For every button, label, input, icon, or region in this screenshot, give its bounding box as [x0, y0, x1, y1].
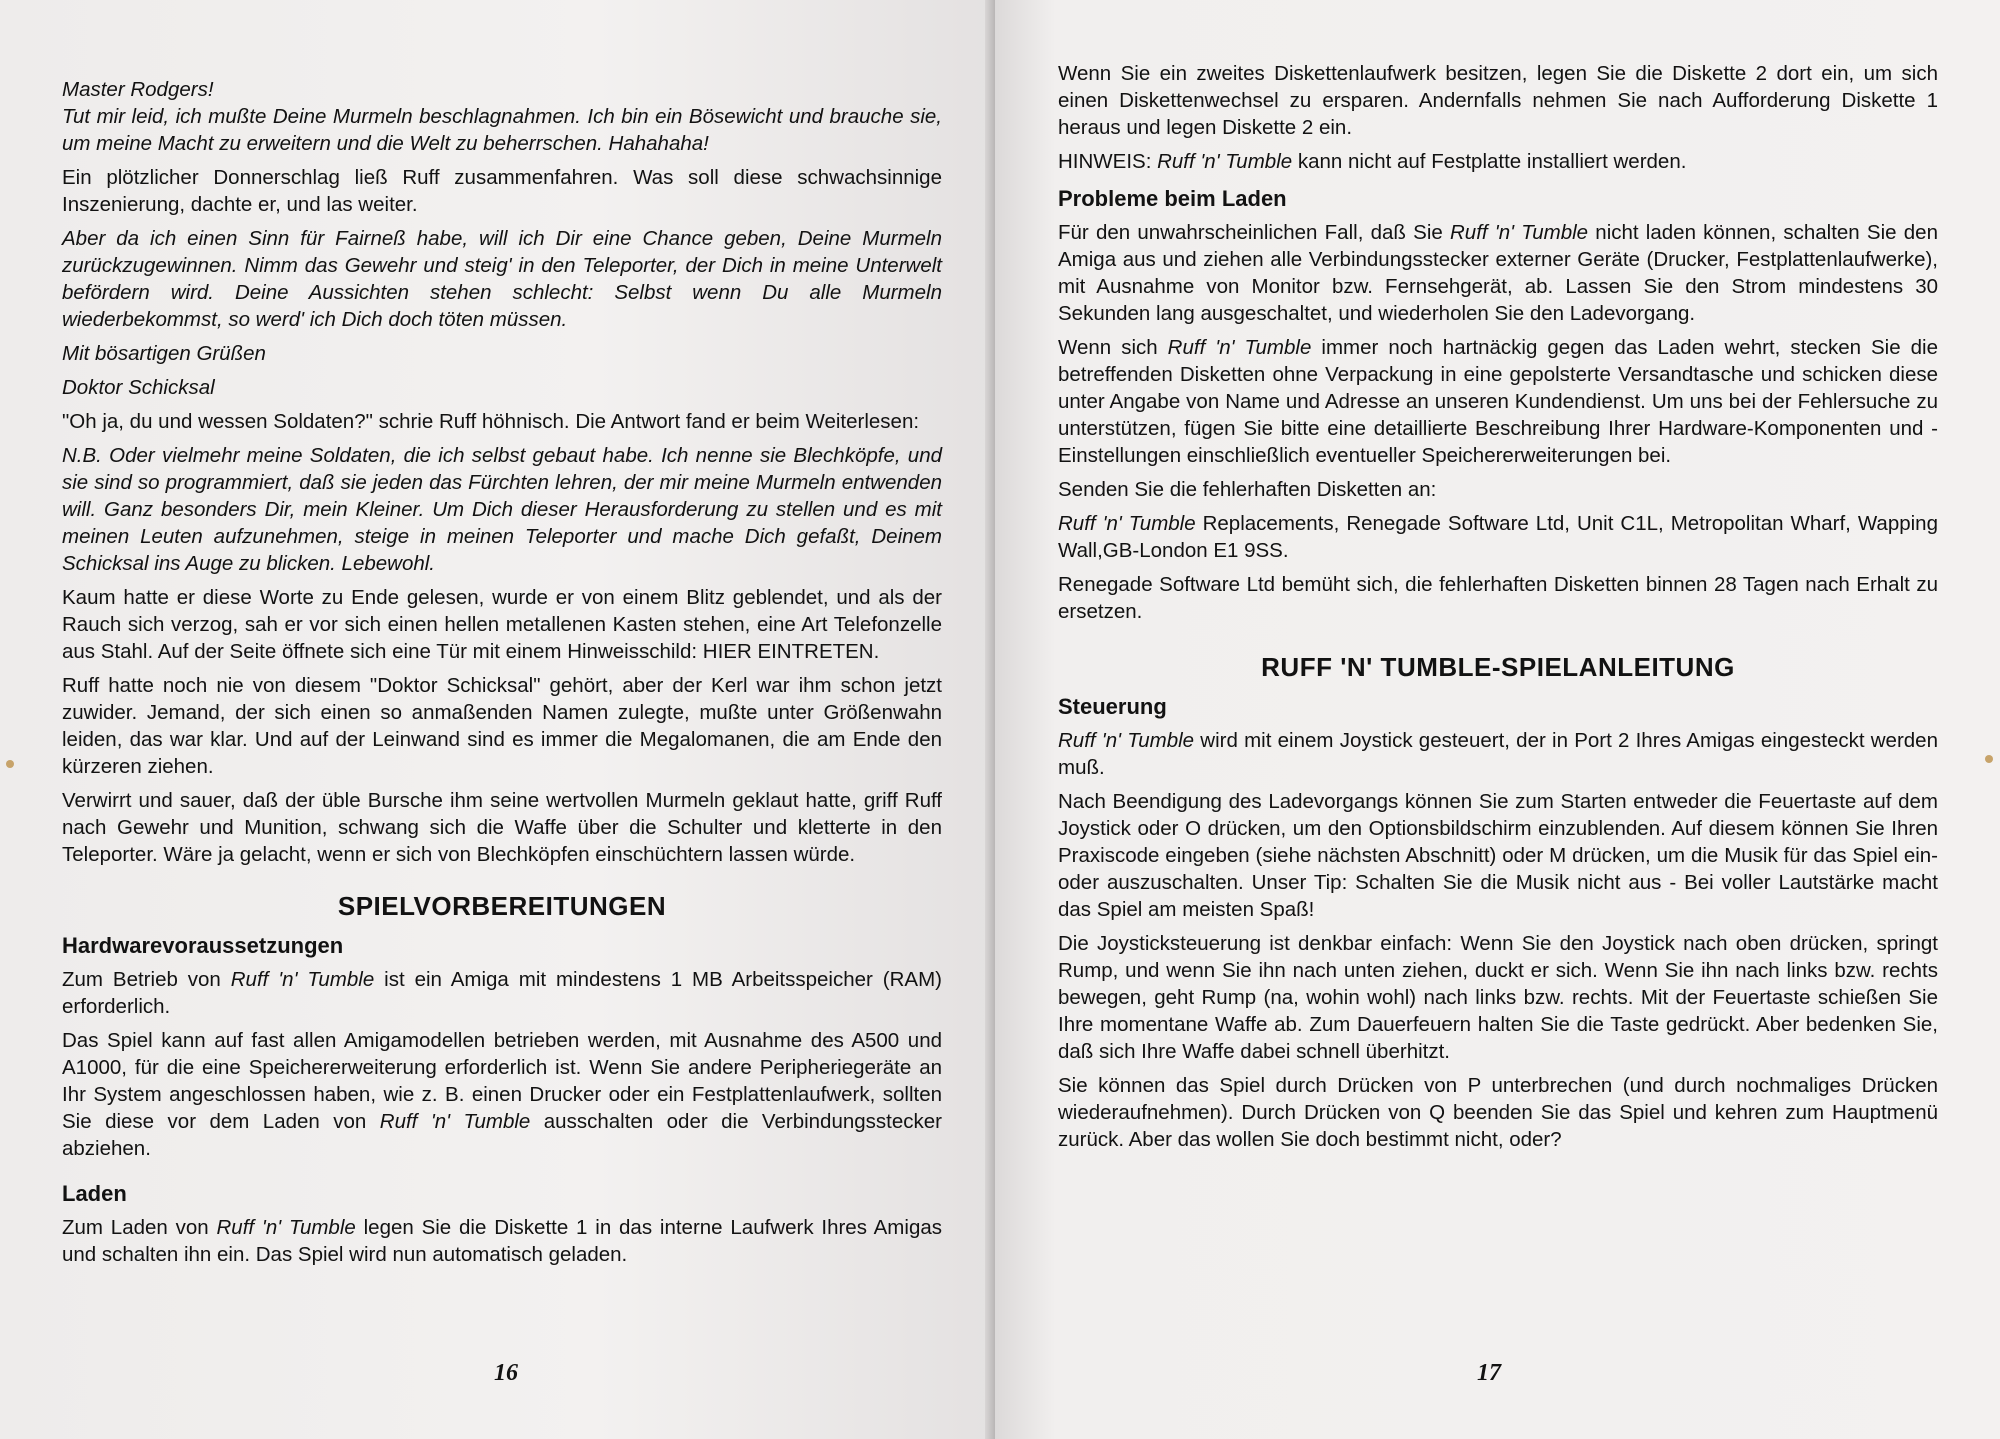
story-paragraph: "Oh ja, du und wessen Soldaten?" schrie Ruff höhnisch. Die Antwort fand er beim Weiterlesen:	[62, 410, 920, 433]
letter-paragraph: Aber da ich einen Sinn für Fairneß habe, will ich Dir eine Chance geben, Deine Murmeln zurückzugewinnen. Nimm das Gewehr und steig' in den Teleporter, der Dich in meine Unterwelt befördern wird. Deine Aussichten stehen schlecht: Selbst wenn Du alle Murmeln wiederbekommst, so werd' ich Dich doch töten müssen.	[62, 227, 942, 331]
problems-paragraph-2: Wenn sich Ruff 'n' Tumble immer noch hartnäckig gegen das Laden wehrt, stecken Sie die betreffenden Disketten ohne Verpackung in eine gepolsterte Versandtasche und schicken diese unter Angabe von Name und Adresse an unseren Kundendienst. Um uns bei der Fehlersuche zu unterstützen, fügen Sie bitte eine detaillierte Beschreibung Ihrer Hardware-Komponenten und -Einstellungen einschließlich eventueller Speichererweiterungen bei.	[1058, 336, 1939, 467]
letter-postscript: N.B. Oder vielmehr meine Soldaten, die ich selbst gebaut habe. Ich nenne sie Blechköpfe, und sie sind so programmiert, daß sie jeden das Fürchten lehren, der mir meine Murmeln entwenden will. Ganz besonders Dir, mein Kleiner. Um Dich dieser Herausforderung zu stellen und es mit meinen Leuten aufzunehmen, steige in meinen Teleporter und mache Dich gefaßt, Deinem Schicksal ins Auge zu blicken. Lebewohl.	[62, 444, 942, 575]
page-edge-mark	[6, 760, 14, 768]
heading-steuerung: Steuerung	[1058, 694, 1167, 719]
disk-paragraph: Wenn Sie ein zweites Diskettenlaufwerk besitzen, legen Sie die Diskette 2 dort ein, um sich einen Diskettenwechsel zu ersparen. Andernfalls nehmen Sie nach Aufforderung Diskette 1 heraus und legen Diskette 2 ein.	[1058, 62, 1938, 139]
loading-paragraph: Zum Laden von Ruff 'n' Tumble legen Sie die Diskette 1 in das interne Laufwerk Ihres Amigas und schalten ihn ein. Das Spiel wird nun automatisch geladen.	[62, 1216, 942, 1266]
hardware-paragraph-2: Das Spiel kann auf fast allen Amigamodellen betrieben werden, mit Ausnahme des A500 und A1000, für die eine Speichererweiterung erforderlich ist. Wenn Sie andere Peripheriegeräte an Ihr System angeschlossen haben, wie z. B. einen Drucker oder ein Festplattenlaufwerk, sollten Sie diese vor dem Laden von Ruff 'n' Tumble ausschalten oder die Verbindungsstecker abziehen.	[62, 1029, 942, 1160]
hint-paragraph: HINWEIS: Ruff 'n' Tumble kann nicht auf Festplatte installiert werden.	[1058, 150, 1687, 173]
story-paragraph: Verwirrt und sauer, daß der üble Bursche ihm seine wertvollen Murmeln geklaut hatte, griff Ruff nach Gewehr und Munition, schwang sich die Waffe über die Schulter und kletterte in den Teleporter. Wäre ja gelacht, wenn er sich von Blechköpfen einschüchtern lassen würde.	[62, 789, 942, 866]
hardware-paragraph-1: Zum Betrieb von Ruff 'n' Tumble ist ein Amiga mit mindestens 1 MB Arbeitsspeicher (RAM) erforderlich.	[62, 968, 942, 1018]
letter-closing: Mit bösartigen Grüßen	[62, 342, 266, 365]
controls-paragraph-2: Nach Beendigung des Ladevorgangs können Sie zum Starten entweder die Feuertaste auf dem Joystick oder O drücken, um den Optionsbildschirm einzublenden. Auf diesem können Sie Ihren Praxiscode eingeben (siehe nächsten Abschnitt) oder M drücken, um die Musik für das Spiel ein- oder auszuschalten. Unser Tip: Schalten Sie die Musik nicht aus - Bei voller Lautstärke macht das Spiel am meisten Spaß!	[1058, 790, 1938, 921]
heading-probleme: Probleme beim Laden	[1058, 186, 1287, 211]
left-page-text	[62, 76, 942, 1275]
heading-hardware: Hardwarevoraussetzungen	[62, 933, 344, 958]
controls-paragraph-1: Ruff 'n' Tumble wird mit einem Joystick gesteuert, der in Port 2 Ihres Amigas eingesteckt werden muß.	[1058, 729, 1938, 779]
page-number-left: 16	[494, 1360, 518, 1386]
right-page	[995, 0, 2000, 1439]
problems-paragraph-5: Renegade Software Ltd bemüht sich, die fehlerhaften Disketten binnen 28 Tagen nach Erhalt zu ersetzen.	[1058, 573, 1938, 623]
letter-salutation: Master Rodgers!	[62, 78, 214, 101]
left-page	[0, 0, 995, 1439]
problems-paragraph-3: Senden Sie die fehlerhaften Disketten an:	[1058, 478, 1437, 501]
letter-signature: Doktor Schicksal	[62, 376, 215, 399]
controls-paragraph-3: Die Joysticksteuerung ist denkbar einfach: Wenn Sie den Joystick nach oben drücken, springt Rump, und wenn Sie ihn nach unten ziehen, duckt er sich. Wenn Sie ihn nach links bzw. rechts bewegen, geht Rump (na, wohin wohl) nach links bzw. rechts. Mit der Feuertaste schießen Sie Ihre momentane Waffe ab. Zum Dauerfeuern halten Sie die Taste gedrückt. Aber bedenken Sie, daß sich Ihre Waffe dabei schnell überhitzt.	[1058, 932, 1938, 1063]
problems-paragraph-1: Für den unwahrscheinlichen Fall, daß Sie Ruff 'n' Tumble nicht laden können, schalten Sie den Amiga aus und ziehen alle Verbindungsstecker externer Geräte (Drucker, Festplattenlaufwerke), mit Ausnahme von Monitor bzw. Fernsehgerät, ab. Lassen Sie den Strom mindestens 30 Sekunden lang ausgeschaltet, und wiederholen Sie den Ladevorgang.	[1058, 221, 1938, 325]
section-title-spielvorbereitungen: SPIELVORBEREITUNGEN	[337, 891, 667, 921]
section-title-spielanleitung: RUFF 'N' TUMBLE-SPIELANLEITUNG	[1261, 652, 1735, 682]
controls-paragraph-4: Sie können das Spiel durch Drücken von P unterbrechen (und durch nochmaliges Drücken wiederaufnehmen). Durch Drücken von Q beenden Sie das Spiel und kehren zum Hauptmenü zurück. Aber das wollen Sie doch bestimmt nicht, oder?	[1058, 1074, 1938, 1151]
address-paragraph: Ruff 'n' Tumble Replacements, Renegade Software Ltd, Unit C1L, Metropolitan Wharf, Wapping Wall,GB-London E1 9SS.	[1058, 512, 1938, 562]
story-paragraph: Kaum hatte er diese Worte zu Ende gelesen, wurde er von einem Blitz geblendet, und als der Rauch sich verzog, sah er vor sich einen hellen metallenen Kasten stehen, eine Art Telefonzelle aus Stahl. Auf der Seite öffnete sich eine Tür mit einem Hinweisschild: HIER EINTRETEN.	[62, 586, 942, 663]
right-page-text	[1058, 60, 1938, 1160]
letter-paragraph: Tut mir leid, ich mußte Deine Murmeln beschlagnahmen. Ich bin ein Bösewicht und brauche sie, um meine Macht zu erweitern und die Welt zu beherrschen. Hahahaha!	[62, 105, 942, 155]
page-number-right: 17	[1477, 1360, 1501, 1386]
story-paragraph: Ruff hatte noch nie von diesem "Doktor Schicksal" gehört, aber der Kerl war ihm schon jetzt zuwider. Jemand, der sich einen so anmaßenden Namen zulegte, mußte unter Größenwahn leiden, das war klar. Und auf der Leinwand sind es immer die Megalomanen, die am Ende den kürzeren ziehen.	[62, 674, 942, 778]
story-paragraph: Ein plötzlicher Donnerschlag ließ Ruff zusammenfahren. Was soll diese schwachsinnige Inszenierung, dachte er, und las weiter.	[62, 166, 942, 216]
page-edge-mark	[1985, 755, 1993, 763]
heading-laden: Laden	[62, 1181, 127, 1206]
